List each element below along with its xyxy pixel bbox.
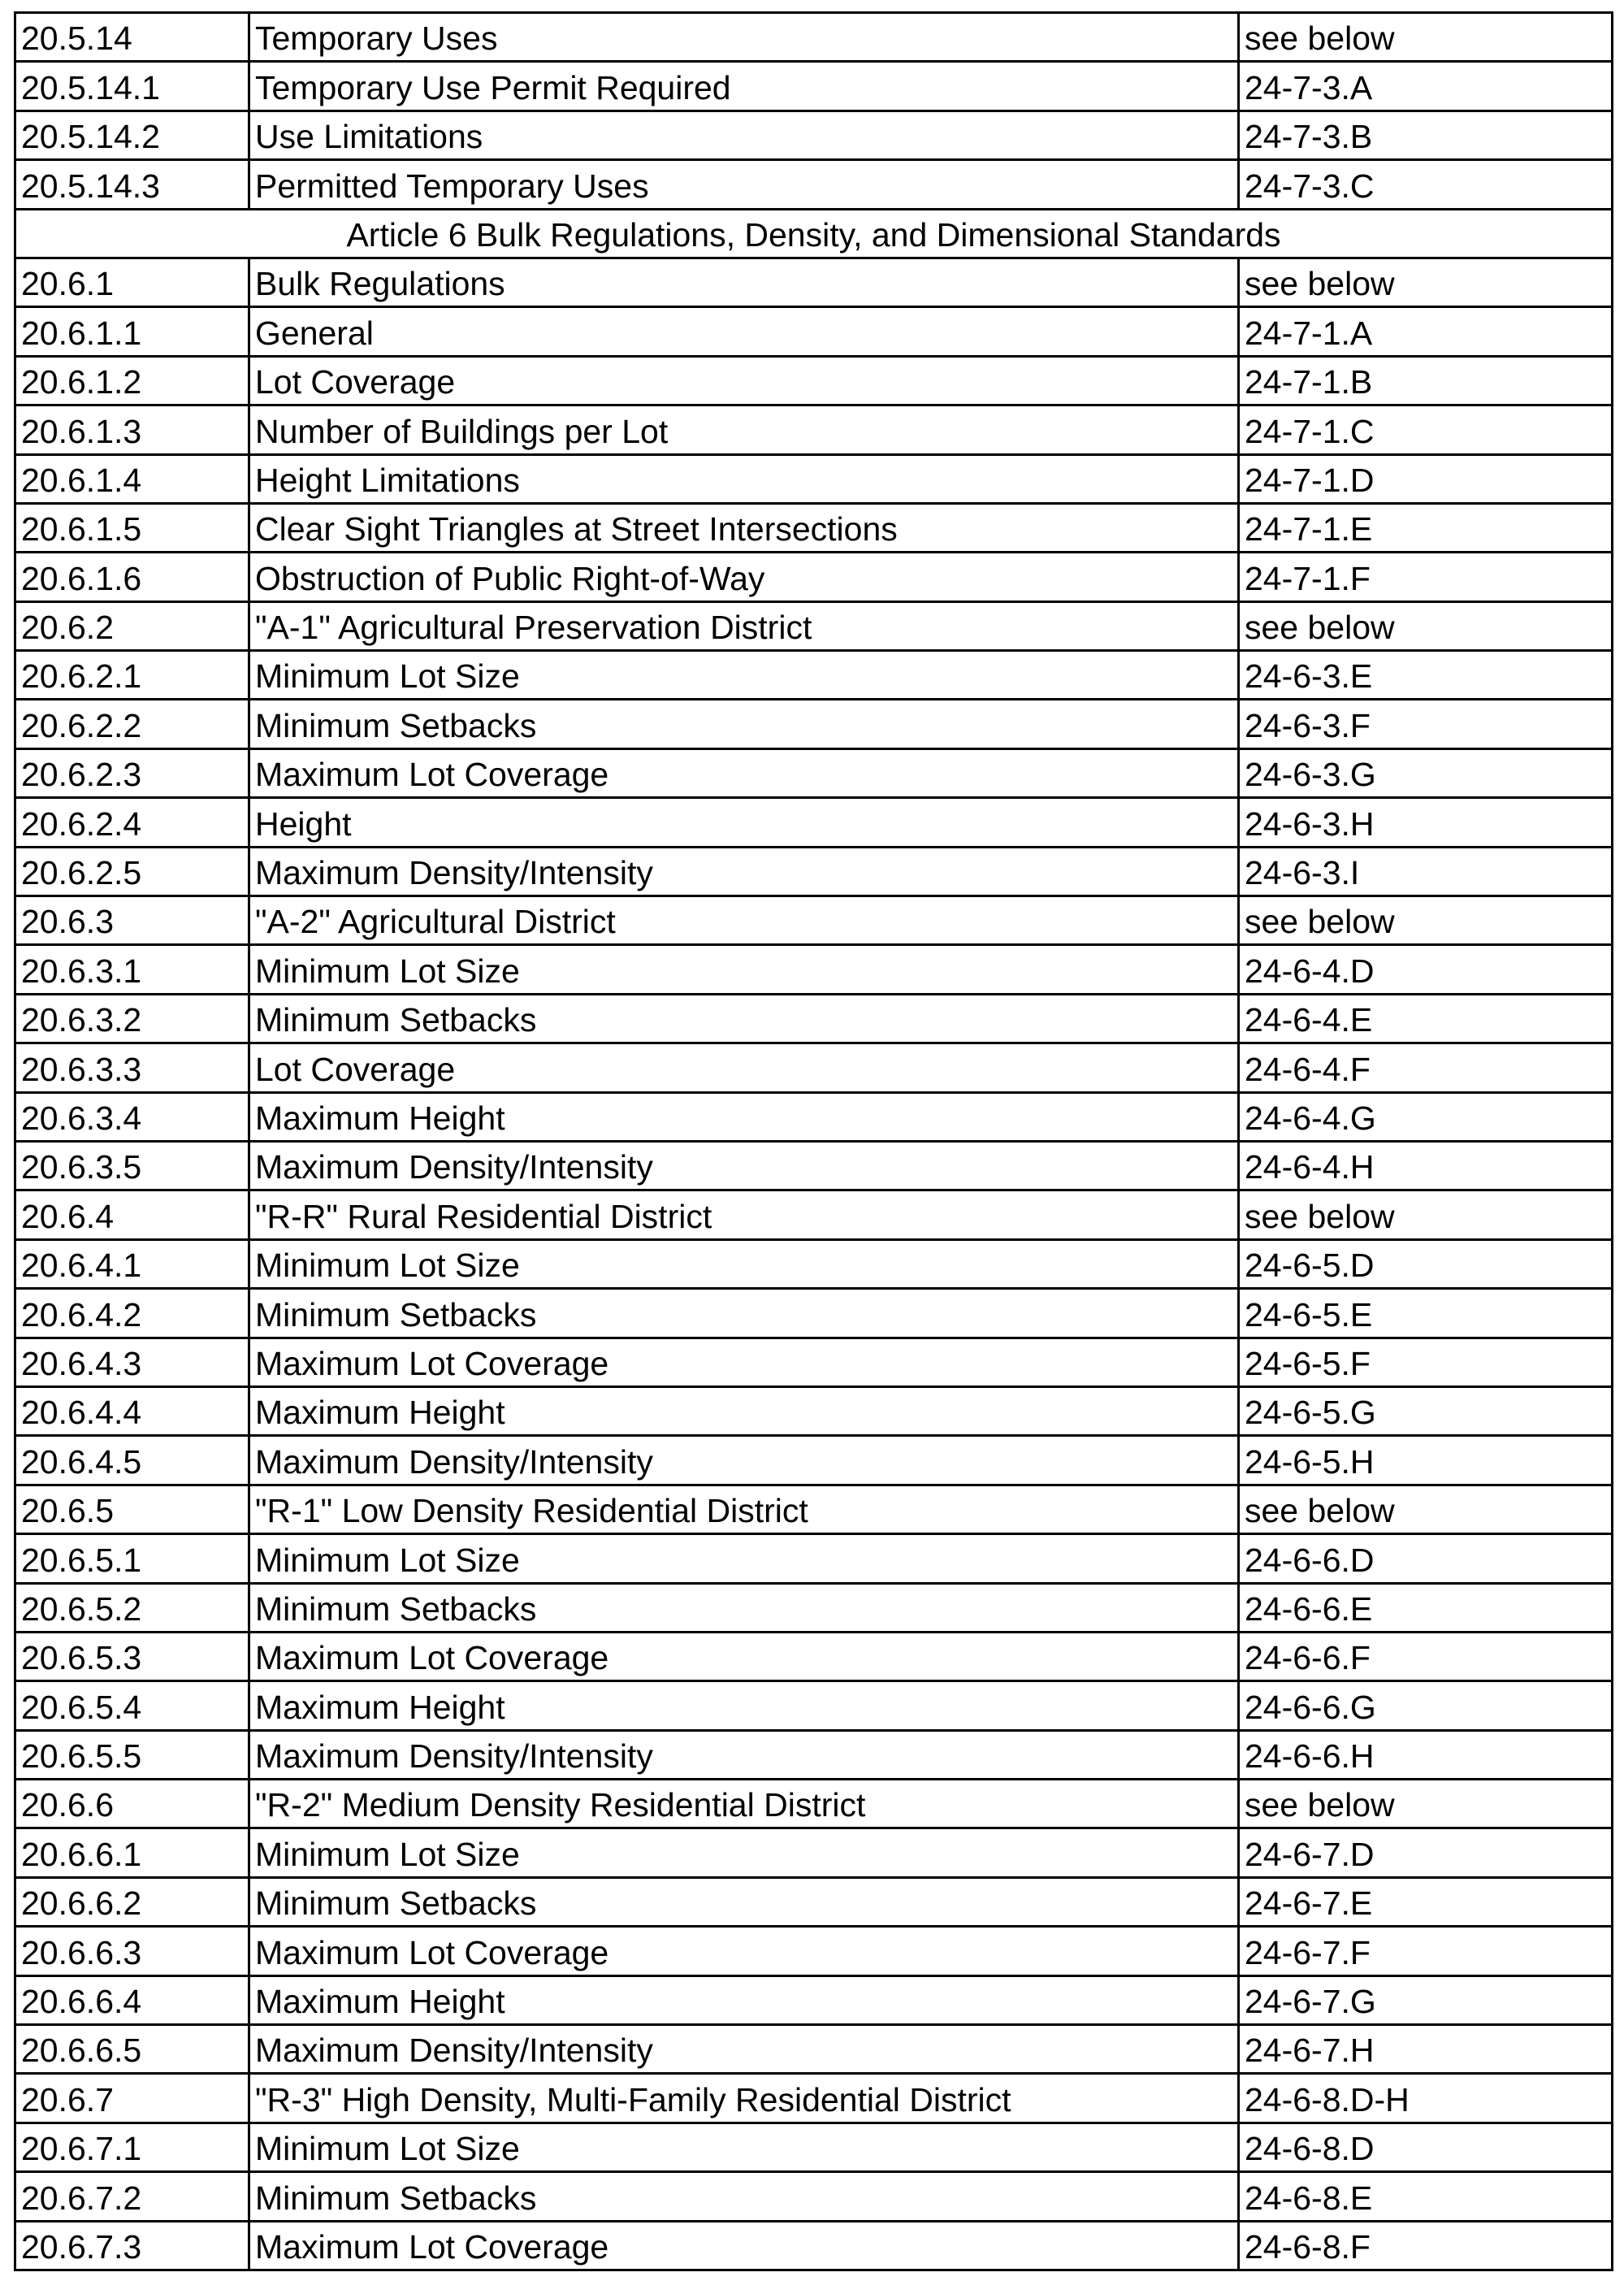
- reference-cell: 24-6-3.H: [1239, 798, 1613, 847]
- section-number-cell: 20.6.1.4: [15, 454, 249, 503]
- table-row: [15, 1190, 1613, 1239]
- reference-cell: 24-6-8.D: [1239, 2123, 1613, 2171]
- section-number-cell: 20.6.5.1: [15, 1534, 249, 1583]
- table-row: [15, 1043, 1613, 1092]
- section-number-cell: 20.6.1.2: [15, 356, 249, 405]
- table-row: [15, 1632, 1613, 1680]
- reference-cell: 24-6-7.F: [1239, 1927, 1613, 1975]
- reference-cell: 24-6-7.G: [1239, 1975, 1613, 2024]
- reference-cell: 24-6-7.D: [1239, 1828, 1613, 1877]
- table-row: [15, 111, 1613, 159]
- section-number-cell: 20.6.5.5: [15, 1730, 249, 1779]
- table-row: [15, 160, 1613, 209]
- section-title-cell: Maximum Density/Intensity: [249, 1141, 1239, 1190]
- table-row: [15, 994, 1613, 1043]
- reference-cell: see below: [1239, 896, 1613, 945]
- reference-cell: 24-6-6.E: [1239, 1583, 1613, 1632]
- reference-cell: 24-6-7.E: [1239, 1877, 1613, 1926]
- section-title-cell: Minimum Lot Size: [249, 651, 1239, 700]
- table-row: [15, 258, 1613, 306]
- section-title-cell: "R-2" Medium Density Residential District: [249, 1780, 1239, 1828]
- reference-cell: 24-7-1.C: [1239, 405, 1613, 454]
- table-row: [15, 1828, 1613, 1877]
- reference-cell: 24-6-8.E: [1239, 2172, 1613, 2221]
- reference-cell: 24-6-7.H: [1239, 2025, 1613, 2074]
- reference-cell: 24-6-3.I: [1239, 847, 1613, 895]
- section-number-cell: 20.6.7.1: [15, 2123, 249, 2171]
- table-row: [15, 1239, 1613, 1288]
- section-title-cell: "R-3" High Density, Multi-Family Residential District: [249, 2074, 1239, 2123]
- section-number-cell: 20.6.1.1: [15, 307, 249, 356]
- reference-cell: 24-7-1.D: [1239, 454, 1613, 503]
- section-title-cell: Height: [249, 798, 1239, 847]
- table-row: [15, 1289, 1613, 1338]
- section-title-cell: Maximum Height: [249, 1681, 1239, 1730]
- table-row: [15, 1092, 1613, 1141]
- reference-cell: 24-6-4.F: [1239, 1043, 1613, 1092]
- reference-cell: 24-7-3.C: [1239, 160, 1613, 209]
- table-row: [15, 700, 1613, 748]
- article-heading: Article 6 Bulk Regulations, Density, and Dimensional Standards: [15, 209, 1613, 258]
- section-title-cell: Minimum Setbacks: [249, 1289, 1239, 1338]
- section-number-cell: 20.6.1: [15, 258, 249, 306]
- section-number-cell: 20.6.5.4: [15, 1681, 249, 1730]
- section-number-cell: 20.6.6.4: [15, 1975, 249, 2024]
- section-title-cell: Lot Coverage: [249, 1043, 1239, 1092]
- section-title-cell: "A-2" Agricultural District: [249, 896, 1239, 945]
- section-number-cell: 20.6.3.1: [15, 945, 249, 994]
- section-number-cell: 20.6.4.3: [15, 1338, 249, 1386]
- reference-cell: see below: [1239, 1780, 1613, 1828]
- section-title-cell: Temporary Uses: [249, 13, 1239, 62]
- section-title-cell: Minimum Lot Size: [249, 1828, 1239, 1877]
- table-row: [15, 1877, 1613, 1926]
- table-row: [15, 896, 1613, 945]
- section-title-cell: Maximum Lot Coverage: [249, 1338, 1239, 1386]
- section-title-cell: Minimum Lot Size: [249, 2123, 1239, 2171]
- section-number-cell: 20.6.2: [15, 601, 249, 650]
- section-number-cell: 20.6.2.4: [15, 798, 249, 847]
- section-number-cell: 20.6.5.3: [15, 1632, 249, 1680]
- reference-cell: 24-7-1.B: [1239, 356, 1613, 405]
- section-title-cell: Permitted Temporary Uses: [249, 160, 1239, 209]
- section-title-cell: Maximum Height: [249, 1975, 1239, 2024]
- reference-cell: 24-6-5.H: [1239, 1436, 1613, 1485]
- section-title-cell: Maximum Density/Intensity: [249, 1730, 1239, 1779]
- table-row: [15, 356, 1613, 405]
- article-heading-row: [15, 209, 1613, 258]
- section-title-cell: Maximum Height: [249, 1386, 1239, 1435]
- reference-cell: 24-6-8.F: [1239, 2221, 1613, 2270]
- section-title-cell: Bulk Regulations: [249, 258, 1239, 306]
- section-title-cell: Temporary Use Permit Required: [249, 62, 1239, 111]
- section-number-cell: 20.5.14: [15, 13, 249, 62]
- reference-cell: see below: [1239, 1190, 1613, 1239]
- table-row: [15, 2172, 1613, 2221]
- reference-cell: 24-7-1.A: [1239, 307, 1613, 356]
- section-title-cell: Minimum Setbacks: [249, 1877, 1239, 1926]
- reference-cell: 24-6-6.D: [1239, 1534, 1613, 1583]
- section-title-cell: Clear Sight Triangles at Street Intersections: [249, 503, 1239, 552]
- section-title-cell: Maximum Lot Coverage: [249, 1927, 1239, 1975]
- reference-cell: 24-7-1.F: [1239, 553, 1613, 601]
- reference-cell: 24-6-6.F: [1239, 1632, 1613, 1680]
- reference-cell: 24-7-1.E: [1239, 503, 1613, 552]
- section-number-cell: 20.6.3: [15, 896, 249, 945]
- section-number-cell: 20.6.4.1: [15, 1239, 249, 1288]
- table-row: [15, 2221, 1613, 2270]
- section-title-cell: Maximum Lot Coverage: [249, 748, 1239, 797]
- table-row: [15, 503, 1613, 552]
- table-row: [15, 62, 1613, 111]
- section-number-cell: 20.6.5: [15, 1485, 249, 1533]
- section-title-cell: Minimum Setbacks: [249, 1583, 1239, 1632]
- section-number-cell: 20.6.3.3: [15, 1043, 249, 1092]
- table-row: [15, 1583, 1613, 1632]
- table-row: [15, 945, 1613, 994]
- table-row: [15, 1436, 1613, 1485]
- section-number-cell: 20.6.1.3: [15, 405, 249, 454]
- table-row: [15, 307, 1613, 356]
- reference-cell: 24-7-3.B: [1239, 111, 1613, 159]
- table-row: [15, 1338, 1613, 1386]
- section-title-cell: Maximum Density/Intensity: [249, 1436, 1239, 1485]
- table-row: [15, 1141, 1613, 1190]
- reference-cell: 24-6-6.G: [1239, 1681, 1613, 1730]
- table-row: [15, 1386, 1613, 1435]
- table-row: [15, 601, 1613, 650]
- reference-cell: 24-6-5.D: [1239, 1239, 1613, 1288]
- section-title-cell: "R-1" Low Density Residential District: [249, 1485, 1239, 1533]
- reference-cell: 24-6-4.D: [1239, 945, 1613, 994]
- section-title-cell: Minimum Setbacks: [249, 2172, 1239, 2221]
- table-row: [15, 2074, 1613, 2123]
- section-title-cell: Minimum Lot Size: [249, 1534, 1239, 1583]
- reference-cell: 24-6-3.G: [1239, 748, 1613, 797]
- table-row: [15, 798, 1613, 847]
- section-title-cell: Minimum Lot Size: [249, 945, 1239, 994]
- reference-cell: 24-6-4.E: [1239, 994, 1613, 1043]
- section-title-cell: Use Limitations: [249, 111, 1239, 159]
- section-number-cell: 20.6.1.5: [15, 503, 249, 552]
- section-number-cell: 20.6.4.2: [15, 1289, 249, 1338]
- section-number-cell: 20.6.2.2: [15, 700, 249, 748]
- section-title-cell: Maximum Lot Coverage: [249, 2221, 1239, 2270]
- reference-cell: 24-6-3.F: [1239, 700, 1613, 748]
- section-number-cell: 20.6.6.3: [15, 1927, 249, 1975]
- reference-cell: 24-6-6.H: [1239, 1730, 1613, 1779]
- table-row: [15, 1975, 1613, 2024]
- reference-cell: 24-6-5.F: [1239, 1338, 1613, 1386]
- table-row: [15, 847, 1613, 895]
- section-title-cell: "R-R" Rural Residential District: [249, 1190, 1239, 1239]
- section-number-cell: 20.6.3.4: [15, 1092, 249, 1141]
- table-row: [15, 651, 1613, 700]
- section-number-cell: 20.6.2.1: [15, 651, 249, 700]
- section-title-cell: Obstruction of Public Right-of-Way: [249, 553, 1239, 601]
- reference-cell: 24-6-5.G: [1239, 1386, 1613, 1435]
- section-number-cell: 20.6.7.3: [15, 2221, 249, 2270]
- reference-cell: see below: [1239, 13, 1613, 62]
- section-title-cell: Maximum Density/Intensity: [249, 847, 1239, 895]
- reference-cell: see below: [1239, 1485, 1613, 1533]
- table-row: [15, 2025, 1613, 2074]
- section-number-cell: 20.6.3.5: [15, 1141, 249, 1190]
- reference-cell: see below: [1239, 601, 1613, 650]
- section-number-cell: 20.6.6: [15, 1780, 249, 1828]
- table-row: [15, 1534, 1613, 1583]
- table-row: [15, 1780, 1613, 1828]
- table-row: [15, 13, 1613, 62]
- table-row: [15, 1927, 1613, 1975]
- section-title-cell: Maximum Height: [249, 1092, 1239, 1141]
- section-number-cell: 20.6.6.5: [15, 2025, 249, 2074]
- section-number-cell: 20.5.14.2: [15, 111, 249, 159]
- section-title-cell: Height Limitations: [249, 454, 1239, 503]
- table-row: [15, 454, 1613, 503]
- section-number-cell: 20.6.1.6: [15, 553, 249, 601]
- reference-cell: 24-7-3.A: [1239, 62, 1613, 111]
- section-number-cell: 20.6.5.2: [15, 1583, 249, 1632]
- table-body: [15, 13, 1613, 2270]
- section-title-cell: Maximum Density/Intensity: [249, 2025, 1239, 2074]
- section-title-cell: Minimum Setbacks: [249, 994, 1239, 1043]
- table-row: [15, 405, 1613, 454]
- table-row: [15, 1681, 1613, 1730]
- table-row: [15, 748, 1613, 797]
- section-title-cell: Minimum Setbacks: [249, 700, 1239, 748]
- reference-cell: 24-6-4.H: [1239, 1141, 1613, 1190]
- section-number-cell: 20.6.7.2: [15, 2172, 249, 2221]
- section-number-cell: 20.6.7: [15, 2074, 249, 2123]
- reference-cell: 24-6-8.D-H: [1239, 2074, 1613, 2123]
- cross-reference-table: [14, 11, 1613, 2271]
- reference-cell: 24-6-3.E: [1239, 651, 1613, 700]
- section-number-cell: 20.6.3.2: [15, 994, 249, 1043]
- reference-cell: 24-6-5.E: [1239, 1289, 1613, 1338]
- section-number-cell: 20.6.4.5: [15, 1436, 249, 1485]
- table-row: [15, 1730, 1613, 1779]
- section-number-cell: 20.6.6.2: [15, 1877, 249, 1926]
- table-row: [15, 2123, 1613, 2171]
- section-number-cell: 20.6.4.4: [15, 1386, 249, 1435]
- reference-cell: see below: [1239, 258, 1613, 306]
- table-row: [15, 1485, 1613, 1533]
- section-title-cell: Maximum Lot Coverage: [249, 1632, 1239, 1680]
- section-number-cell: 20.5.14.3: [15, 160, 249, 209]
- section-title-cell: General: [249, 307, 1239, 356]
- reference-cell: 24-6-4.G: [1239, 1092, 1613, 1141]
- section-number-cell: 20.6.2.3: [15, 748, 249, 797]
- section-title-cell: "A-1" Agricultural Preservation District: [249, 601, 1239, 650]
- section-title-cell: Minimum Lot Size: [249, 1239, 1239, 1288]
- section-number-cell: 20.5.14.1: [15, 62, 249, 111]
- section-number-cell: 20.6.4: [15, 1190, 249, 1239]
- table-row: [15, 553, 1613, 601]
- section-title-cell: Number of Buildings per Lot: [249, 405, 1239, 454]
- section-number-cell: 20.6.2.5: [15, 847, 249, 895]
- section-number-cell: 20.6.6.1: [15, 1828, 249, 1877]
- section-title-cell: Lot Coverage: [249, 356, 1239, 405]
